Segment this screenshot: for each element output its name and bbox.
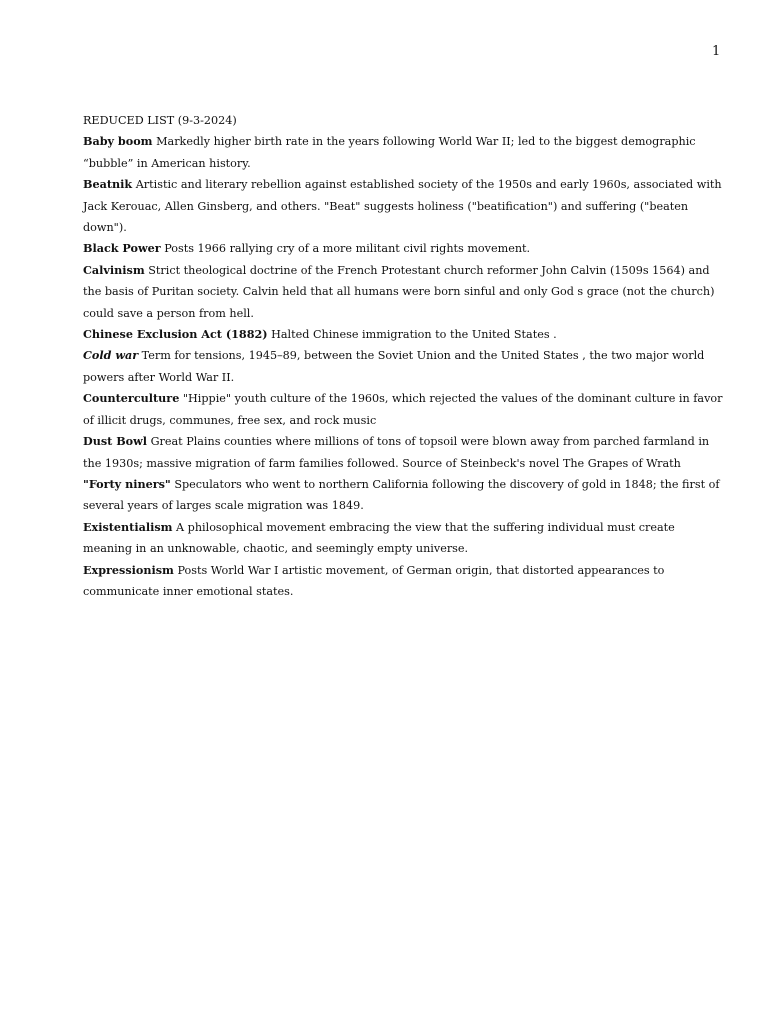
entry-dust-bowl	[83, 431, 723, 474]
entry-definition: A philosophical movement embracing the view that the suffering individual must create meaning in an unknowable, chaotic, and seemingly empty universe.	[83, 520, 675, 556]
entry-term: Dust Bowl	[83, 434, 147, 449]
entry-chinese-exclusion-act	[83, 324, 723, 345]
entry-definition: "Hippie" youth culture of the 1960s, which rejected the values of the dominant culture in favor of illicit drugs, communes, free sex, and rock music	[83, 392, 723, 427]
entry-cold-war	[83, 345, 723, 388]
entry-term: Cold war	[83, 348, 139, 363]
entry-definition: Speculators who went to northern California following the discovery of gold in 1848; the first of several years of larges scale migration was 1849.	[83, 477, 720, 513]
entry-definition: Halted Chinese immigration to the United States .	[271, 328, 557, 342]
entry-forty-niners	[83, 474, 723, 517]
entry-expressionism	[83, 560, 723, 603]
entry-term: Calvinism	[83, 262, 145, 277]
entry-definition: Great Plains counties where millions of tons of topsoil were blown away from parched farmland in the 1930s; massive migration of farm families followed. Source of Steinbeck's novel The Grapes of Wrath	[83, 435, 710, 470]
document-title: REDUCED LIST (9-3-2024)	[83, 114, 237, 127]
entry-beatnik	[83, 174, 723, 238]
entry-term: Expressionism	[83, 562, 174, 577]
entry-calvinism	[83, 260, 723, 324]
entry-term: "Forty niners"	[83, 476, 171, 491]
entry-term: Counterculture	[83, 391, 180, 406]
glossary-list	[83, 110, 723, 602]
entry-definition: Markedly higher birth rate in the years following World War II; led to the biggest demographic “bubble” in American history.	[83, 135, 696, 170]
entry-term: Chinese Exclusion Act (1882)	[83, 327, 268, 342]
entry-term: Existentialism	[83, 519, 173, 534]
entry-definition: Term for tensions, 1945–89, between the Soviet Union and the United States , the two major world powers after World War II.	[83, 349, 705, 384]
entry-counterculture	[83, 388, 723, 431]
entry-definition: Artistic and literary rebellion against established society of the 1950s and early 1960s, associated with Jack Kerouac, Allen Ginsberg, and others. "Beat" suggests holiness ("beatification") and suffering ("beaten down").	[83, 178, 722, 235]
entry-term: Beatnik	[83, 177, 133, 192]
entry-definition: Posts World War I artistic movement, of German origin, that distorted appearances to communicate inner emotional states.	[83, 563, 665, 598]
entry-term: Baby boom	[83, 134, 153, 149]
entry-definition: Strict theological doctrine of the French Protestant church reformer John Calvin (1509s 1564) and the basis of Puritan society. Calvin held that all humans were born sinful and only God s grace (not the church) could save a person from hell.	[83, 263, 715, 320]
page-number: 1	[712, 44, 721, 59]
entry-definition: Posts 1966 rallying cry of a more militant civil rights movement.	[164, 242, 531, 256]
entry-term: Black Power	[83, 241, 161, 256]
entry-existentialism	[83, 517, 723, 560]
entry-baby-boom	[83, 131, 723, 174]
entry-black-power	[83, 238, 723, 259]
